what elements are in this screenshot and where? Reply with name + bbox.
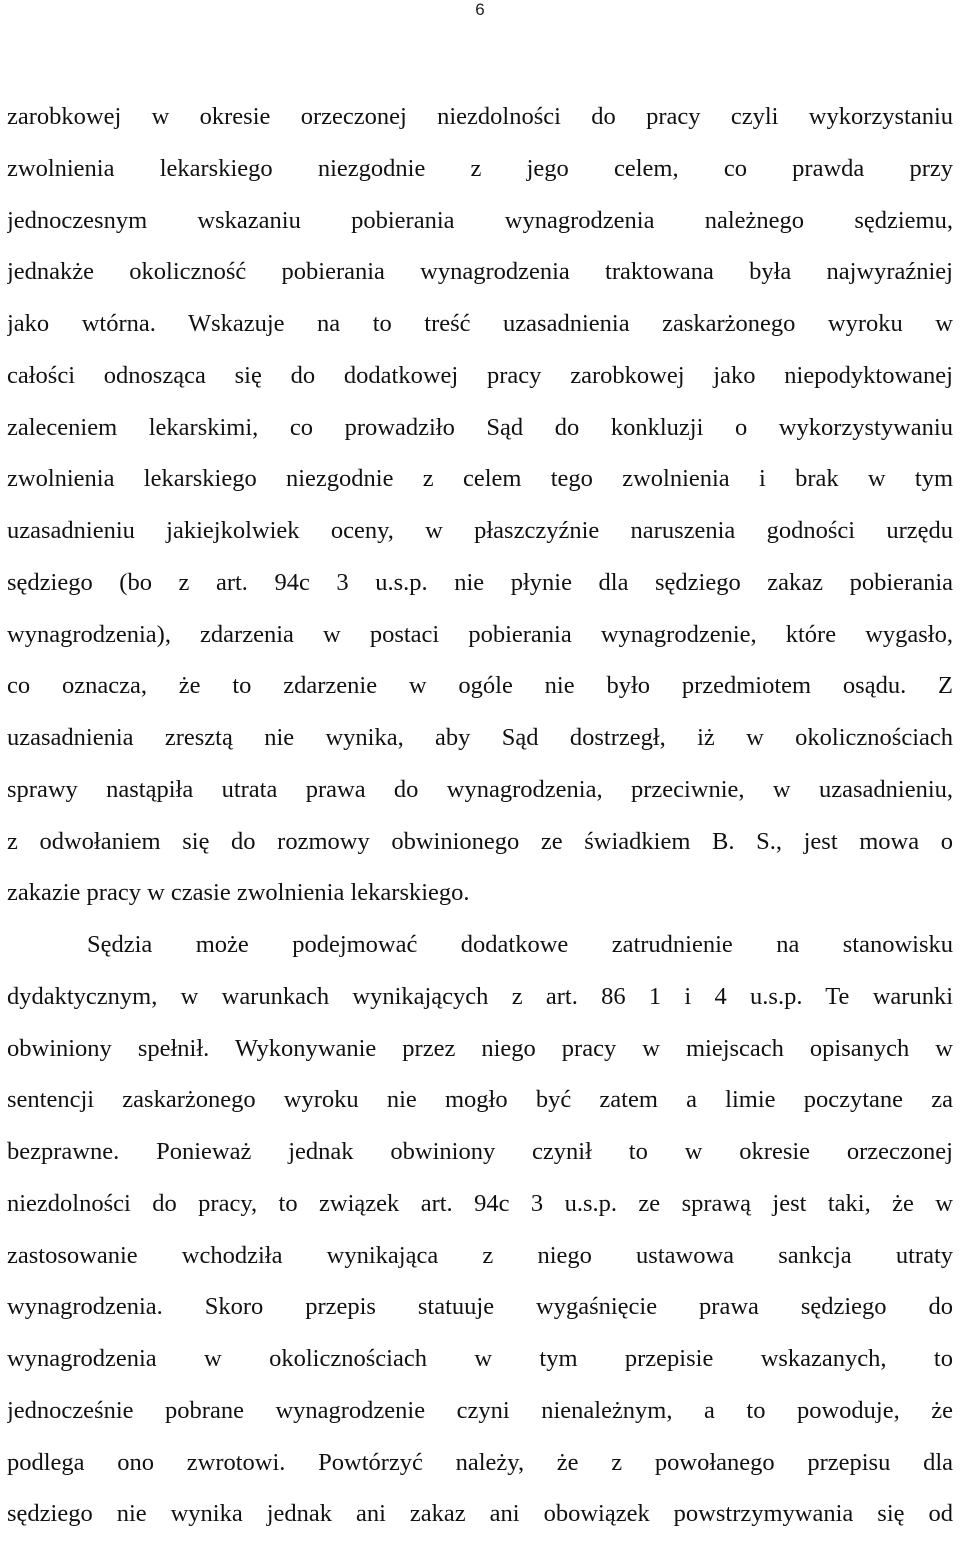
text-line: Sędzia może podejmować dodatkowe zatrudnienie na stanowisku — [87, 931, 953, 958]
text-line: zakazie pracy w czasie zwolnienia lekarskiego. — [7, 879, 470, 907]
text-line: wynagrodzenia), zdarzenia w postaci pobierania wynagrodzenie, które wygasło, — [7, 620, 953, 648]
text-line: całości odnosząca się do dodatkowej pracy zarobkowej jako niepodyktowanej — [7, 361, 953, 389]
text-line: sędziego nie wynika jednak ani zakaz ani obowiązek powstrzymywania się od — [7, 1500, 953, 1528]
text-line: zarobkowej w okresie orzeczonej niezdolności do pracy czyli wykorzystaniu — [7, 103, 953, 130]
text-line: podlega ono zwrotowi. Powtórzyć należy, że z powołanego przepisu dla — [7, 1448, 953, 1476]
text-line: wynagrodzenia. Skoro przepis statuuje wygaśnięcie prawa sędziego do — [7, 1293, 953, 1321]
text-line: sędziego (bo z art. 94c 3 u.s.p. nie płynie dla sędziego zakaz pobierania — [7, 568, 953, 596]
text-line: uzasadnieniu jakiejkolwiek oceny, w płaszczyźnie naruszenia godności urzędu — [7, 517, 953, 544]
text-line: zwolnienia lekarskiego niezgodnie z celem tego zwolnienia i brak w tym — [7, 465, 953, 493]
text-line: zaleceniem lekarskimi, co prowadziło Sąd do konkluzji o wykorzystywaniu — [7, 413, 953, 441]
text-line: uzasadnienia zresztą nie wynika, aby Sąd dostrzegł, iż w okolicznościach — [7, 724, 953, 751]
text-line: zastosowanie wchodziła wynikająca z niego ustawowa sankcja utraty — [7, 1241, 953, 1269]
text-line: jednocześnie pobrane wynagrodzenie czyni nienależnym, a to powoduje, że — [7, 1396, 953, 1424]
text-line: sprawy nastąpiła utrata prawa do wynagrodzenia, przeciwnie, w uzasadnieniu, — [7, 775, 953, 803]
text-line: niezdolności do pracy, to związek art. 94c 3 u.s.p. ze sprawą jest taki, że w — [7, 1189, 953, 1217]
text-line: bezprawne. Ponieważ jednak obwiniony czynił to w okresie orzeczonej — [7, 1138, 953, 1165]
body-text — [7, 96, 953, 1545]
text-line: co oznacza, że to zdarzenie w ogóle nie było przedmiotem osądu. Z — [7, 672, 953, 700]
text-line: dydaktycznym, w warunkach wynikających z art. 86 1 i 4 u.s.p. Te warunki — [7, 982, 953, 1010]
text-line: z odwołaniem się do rozmowy obwinionego ze świadkiem B. S., jest mowa o — [7, 827, 953, 855]
text-line: zwolnienia lekarskiego niezgodnie z jego celem, co prawda przy — [7, 154, 953, 182]
text-line: jednoczesnym wskazaniu pobierania wynagrodzenia należnego sędziemu, — [7, 206, 953, 234]
text-line: wynagrodzenia w okolicznościach w tym przepisie wskazanych, to — [7, 1345, 953, 1372]
text-line: jednakże okoliczność pobierania wynagrodzenia traktowana była najwyraźniej — [7, 258, 953, 286]
text-line: obwiniony spełnił. Wykonywanie przez niego pracy w miejscach opisanych w — [7, 1034, 953, 1062]
text-line: sentencji zaskarżonego wyroku nie mogło być zatem a limie poczytane za — [7, 1086, 953, 1114]
text-line: jako wtórna. Wskazuje na to treść uzasadnienia zaskarżonego wyroku w — [7, 310, 953, 337]
page-number: 6 — [475, 0, 485, 19]
